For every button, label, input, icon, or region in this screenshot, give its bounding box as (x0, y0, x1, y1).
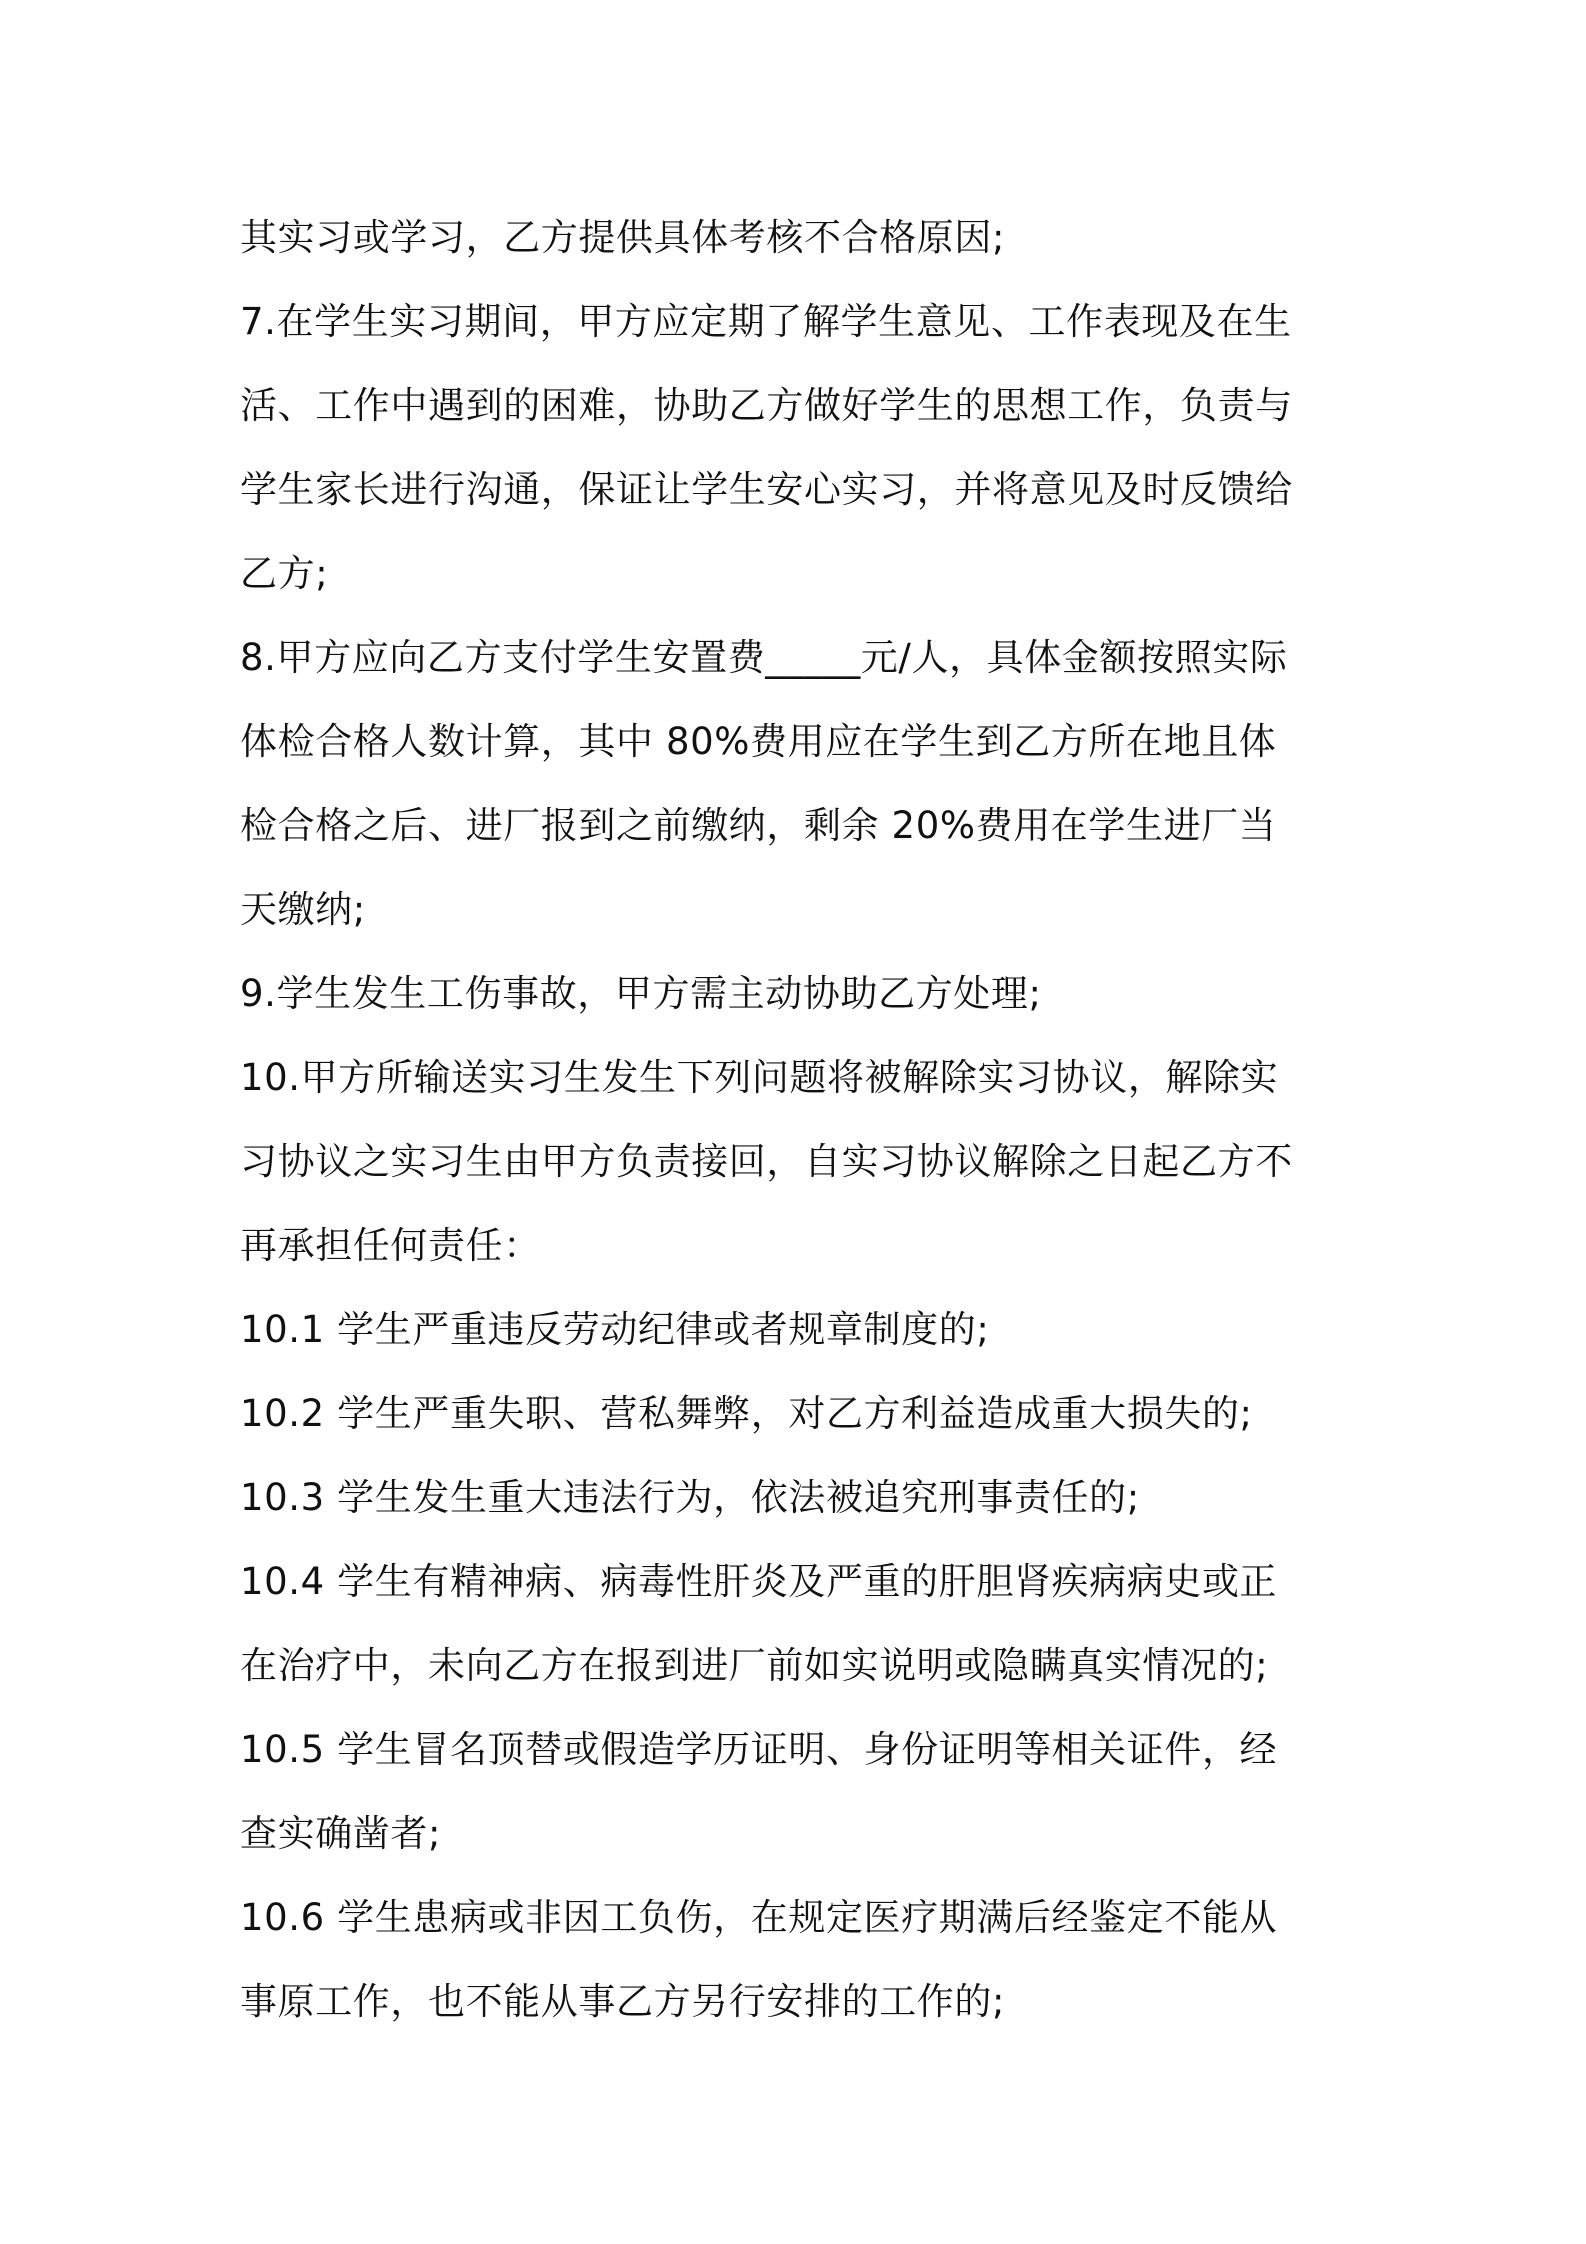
text-line: 天缴纳; (240, 888, 366, 931)
document-body (240, 196, 1358, 2044)
text-line: 10.2 学生严重失职、营私舞弊，对乙方利益造成重大损失的; (240, 1392, 1253, 1435)
text-line: 乙方; (240, 552, 329, 595)
text-line: 7.在学生实习期间，甲方应定期了解学生意见、工作表现及在生 (240, 300, 1292, 343)
text-line: 10.甲方所输送实习生发生下列问题将被解除实习协议，解除实 (240, 1056, 1279, 1099)
text-line: 10.3 学生发生重大违法行为，依法被追究刑事责任的; (240, 1476, 1140, 1519)
text-line: 8.甲方应向乙方支付学生安置费_____元/人，具体金额按照实际 (240, 636, 1288, 679)
text-line: 在治疗中，未向乙方在报到进厂前如实说明或隐瞒真实情况的; (240, 1644, 1269, 1687)
text-line: 检合格之后、进厂报到之前缴纳，剩余 20%费用在学生进厂当 (240, 804, 1277, 847)
text-line: 10.5 学生冒名顶替或假造学历证明、身份证明等相关证件，经 (240, 1728, 1278, 1771)
text-line: 10.6 学生患病或非因工负伤，在规定医疗期满后经鉴定不能从 (240, 1896, 1278, 1939)
text-line: 事原工作，也不能从事乙方另行安排的工作的; (240, 1980, 1006, 2023)
text-line: 9.学生发生工伤事故，甲方需主动协助乙方处理; (240, 972, 1042, 1015)
text-line: 活、工作中遇到的困难，协助乙方做好学生的思想工作，负责与 (240, 384, 1293, 427)
text-line: 体检合格人数计算，其中 80%费用应在学生到乙方所在地且体 (240, 720, 1277, 763)
text-line: 10.1 学生严重违反劳动纪律或者规章制度的; (240, 1308, 990, 1351)
text-line: 再承担任何责任： (240, 1224, 541, 1267)
text-line: 10.4 学生有精神病、病毒性肝炎及严重的肝胆肾疾病病史或正 (240, 1560, 1278, 1603)
text-line: 其实习或学习，乙方提供具体考核不合格原因; (240, 216, 1006, 259)
text-line: 学生家长进行沟通，保证让学生安心实习，并将意见及时反馈给 (240, 468, 1293, 511)
text-line: 查实确凿者; (240, 1812, 442, 1855)
text-line: 习协议之实习生由甲方负责接回，自实习协议解除之日起乙方不 (240, 1140, 1293, 1183)
